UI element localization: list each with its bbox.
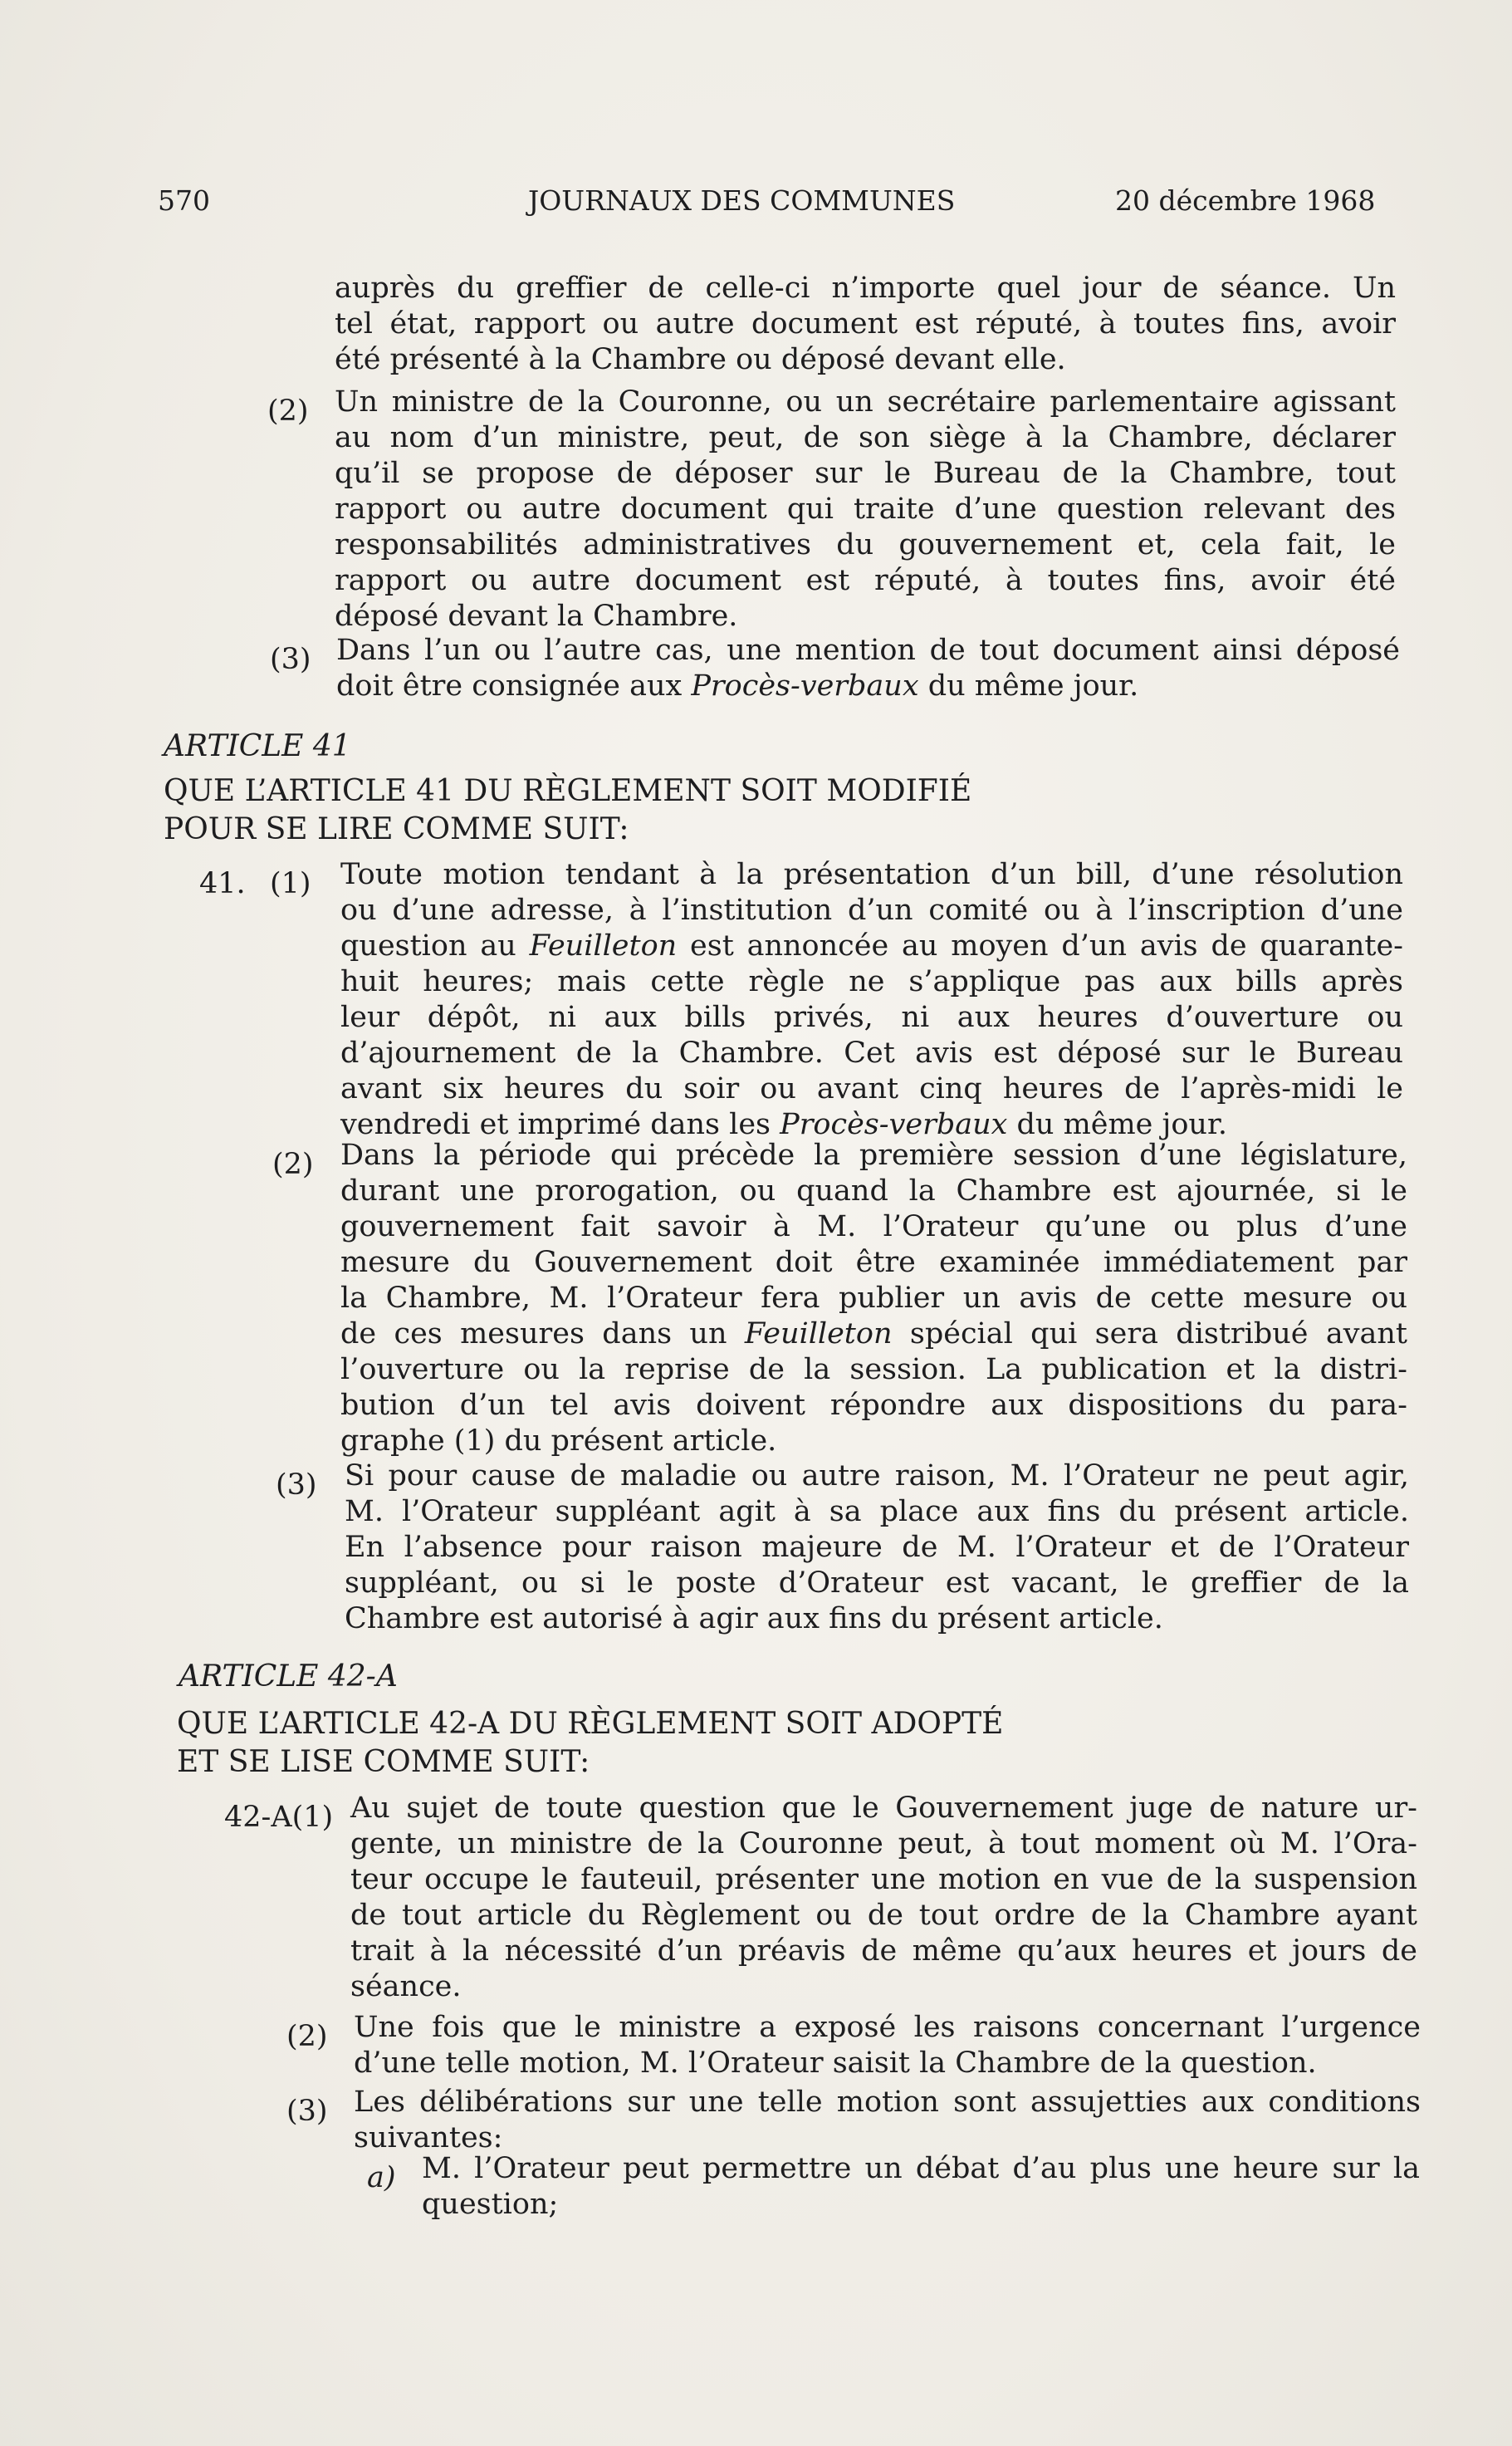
text-line: séance.	[350, 1970, 462, 2003]
article42a-item-a	[422, 2151, 1420, 2223]
text-line: teur occupe le fauteuil, présenter une motion en vue de la suspension	[350, 1863, 1417, 1896]
text-line: Les délibérations sur une telle motion sont assujetties aux conditions	[354, 2086, 1421, 2119]
text-line: d’une telle motion, M. l’Orateur saisit la Chambre de la question.	[354, 2047, 1317, 2080]
text-line: l’ouverture ou la reprise de la session. La publication et la distri-	[340, 1353, 1407, 1386]
text-line: la Chambre, M. l’Orateur fera publier un avis de cette mesure ou	[340, 1282, 1407, 1315]
article41-paragraph-3	[345, 1458, 1409, 1637]
paragraph-number: (2)	[272, 1148, 314, 1181]
article-heading: ET SE LISE COMME SUIT:	[177, 1745, 590, 1779]
item-label: a)	[367, 2161, 396, 2194]
intro-paragraph-2	[335, 385, 1396, 635]
text-line: leur dépôt, ni aux bills privés, ni aux heures d’ouverture ou	[340, 1001, 1403, 1034]
page-number: 570	[158, 184, 210, 217]
text-line: rapport ou autre document est réputé, à toutes fins, avoir été	[335, 564, 1396, 597]
text-line: Au sujet de toute question que le Gouvernement juge de nature ur-	[350, 1792, 1417, 1825]
text-line: graphe (1) du présent article.	[340, 1424, 777, 1458]
rule-number: 42-A(1)	[224, 1801, 334, 1834]
paragraph-number: (3)	[270, 643, 311, 676]
text-line: été présenté à la Chambre ou déposé devant elle.	[335, 343, 1066, 376]
text-line: Dans la période qui précède la première session d’une législature,	[340, 1139, 1407, 1172]
text-line: Chambre est autorisé à agir aux fins du présent article.	[345, 1602, 1163, 1635]
header-date: 20 décembre 1968	[1115, 184, 1376, 217]
article41-paragraph-1	[340, 857, 1403, 1143]
paragraph-number: (2)	[286, 2020, 328, 2053]
text-line: Un ministre de la Couronne, ou un secrétaire parlementaire agissant	[335, 385, 1396, 419]
article41-paragraph-2	[340, 1138, 1407, 1459]
text-line: huit heures; mais cette règle ne s’applique pas aux bills après	[340, 965, 1403, 998]
text-line: question au Feuilleton est annoncée au moyen d’un avis de quarante-	[340, 929, 1403, 963]
text-line: En l’absence pour raison majeure de M. l’Orateur et de l’Orateur	[345, 1531, 1409, 1564]
journal-title: JOURNAUX DES COMMUNES	[528, 184, 956, 217]
text-line: suppléant, ou si le poste d’Orateur est vacant, le greffier de la	[345, 1566, 1409, 1600]
paragraph-number: (2)	[267, 395, 309, 428]
article-heading: QUE L’ARTICLE 42-A DU RÈGLEMENT SOIT ADOPTÉ	[177, 1707, 1004, 1741]
text-line: trait à la nécessité d’un préavis de même qu’aux heures et jours de	[350, 1934, 1417, 1968]
intro-paragraph-3	[336, 633, 1400, 704]
text-line: M. l’Orateur peut permettre un débat d’au plus une heure sur la	[422, 2152, 1420, 2185]
text-line: gouvernement fait savoir à M. l’Orateur qu’une ou plus d’une	[340, 1210, 1407, 1243]
text-line: Dans l’un ou l’autre cas, une mention de tout document ainsi déposé	[336, 634, 1400, 667]
article-heading: POUR SE LIRE COMME SUIT:	[164, 812, 629, 846]
text-line: tel état, rapport ou autre document est réputé, à toutes fins, avoir	[335, 307, 1396, 341]
article42a-paragraph-3	[354, 2085, 1421, 2156]
text-line: déposé devant la Chambre.	[335, 600, 738, 633]
article-heading: QUE L’ARTICLE 41 DU RÈGLEMENT SOIT MODIFIÉ	[164, 774, 972, 808]
text-line: vendredi et imprimé dans les Procès-verbaux du même jour.	[340, 1108, 1227, 1141]
text-line: Toute motion tendant à la présentation d’un bill, d’une résolution	[340, 858, 1403, 891]
article42a-paragraph-2	[354, 2010, 1421, 2081]
text-line: Si pour cause de maladie ou autre raison, M. l’Orateur ne peut agir,	[345, 1459, 1409, 1493]
text-line: question;	[422, 2188, 559, 2221]
text-line: doit être consignée aux Procès-verbaux du même jour.	[336, 669, 1139, 703]
article-label: ARTICLE 41	[164, 729, 351, 763]
article42a-paragraph-1	[350, 1791, 1417, 2005]
text-line: au nom d’un ministre, peut, de son siège à la Chambre, déclarer	[335, 421, 1396, 454]
text-line: responsabilités administratives du gouvernement et, cela fait, le	[335, 528, 1396, 561]
paragraph-number: (1)	[270, 867, 311, 900]
text-line: auprès du greffier de celle-ci n’importe quel jour de séance. Un	[335, 272, 1396, 305]
rule-number: 41.	[199, 867, 246, 900]
text-line: qu’il se propose de déposer sur le Bureau de la Chambre, tout	[335, 457, 1396, 490]
paragraph-number: (3)	[276, 1468, 317, 1502]
text-line: ou d’une adresse, à l’institution d’un comité ou à l’inscription d’une	[340, 894, 1403, 927]
text-line: d’ajournement de la Chambre. Cet avis est déposé sur le Bureau	[340, 1037, 1403, 1070]
article-label: ARTICLE 42-A	[179, 1659, 398, 1694]
text-line: mesure du Gouvernement doit être examinée immédiatement par	[340, 1246, 1407, 1279]
text-line: suivantes:	[354, 2121, 503, 2154]
text-line: avant six heures du soir ou avant cinq heures de l’après-midi le	[340, 1072, 1403, 1105]
paragraph-number: (3)	[286, 2095, 328, 2128]
text-line: de ces mesures dans un Feuilleton spécial qui sera distribué avant	[340, 1317, 1407, 1350]
text-line: rapport ou autre document qui traite d’une question relevant des	[335, 493, 1396, 526]
text-line: gente, un ministre de la Couronne peut, à tout moment où M. l’Ora-	[350, 1827, 1417, 1860]
text-line: Une fois que le ministre a exposé les raisons concernant l’urgence	[354, 2011, 1421, 2044]
intro-paragraph	[335, 271, 1396, 378]
text-line: M. l’Orateur suppléant agit à sa place aux fins du présent article.	[345, 1495, 1409, 1528]
text-line: de tout article du Règlement ou de tout ordre de la Chambre ayant	[350, 1899, 1417, 1932]
text-line: durant une prorogation, ou quand la Chambre est ajournée, si le	[340, 1174, 1407, 1208]
text-line: bution d’un tel avis doivent répondre aux dispositions du para-	[340, 1389, 1407, 1422]
